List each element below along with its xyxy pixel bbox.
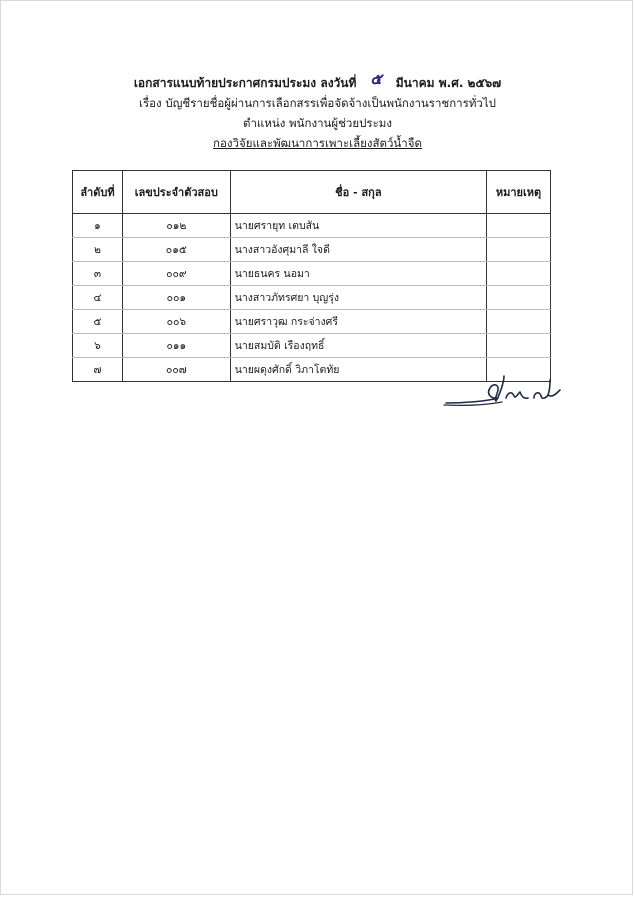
table-row [73, 310, 551, 334]
header-name: ชื่อ - สกุล [230, 171, 486, 214]
handwritten-day: ๕ [370, 70, 382, 88]
cell-name: นายผดุงศักดิ์ วิภาโตทัย [230, 358, 486, 382]
cell-exam-id: ๐๐๖ [122, 310, 230, 334]
cell-name: นายศรายุท เตบสัน [230, 214, 486, 238]
header-division-line [0, 133, 635, 153]
cell-name: นายธนคร นอมา [230, 262, 486, 286]
cell-exam-id: ๐๑๕ [122, 238, 230, 262]
header-title-suffix: มีนาคม พ.ศ. ๒๕๖๗ [395, 76, 502, 90]
header-title-prefix: เอกสารแนบท้ายประกาศกรมประมง ลงวันที่ [133, 76, 357, 90]
header-division: กองวิจัยและพัฒนาการเพาะเลี้ยงสัตว์น้ำจืด [213, 136, 422, 150]
cell-remark [487, 214, 551, 238]
header-order: ลำดับที่ [73, 171, 123, 214]
cell-name: นางสาวอังศุมาลี ใจดี [230, 238, 486, 262]
cell-name: นายศราวุฒ กระจ่างศรี [230, 310, 486, 334]
signature-stroke [446, 376, 560, 403]
cell-remark [487, 334, 551, 358]
cell-name: นายสมบัติ เรืองฤทธิ์ [230, 334, 486, 358]
cell-order: ๒ [73, 238, 123, 262]
header-title-line [0, 72, 635, 93]
table-row [73, 334, 551, 358]
candidate-table [72, 170, 551, 382]
document-header [0, 72, 635, 153]
cell-exam-id: ๐๐๙ [122, 262, 230, 286]
signature [436, 372, 566, 412]
cell-remark [487, 286, 551, 310]
cell-order: ๑ [73, 214, 123, 238]
table-row [73, 286, 551, 310]
table-header-row [73, 171, 551, 214]
cell-order: ๕ [73, 310, 123, 334]
cell-order: ๓ [73, 262, 123, 286]
header-subject: เรื่อง บัญชีรายชื่อผู้ผ่านการเลือกสรรเพื่อจัดจ้างเป็นพนักงานราชการทั่วไป [139, 96, 496, 110]
header-exam-id: เลขประจำตัวสอบ [122, 171, 230, 214]
cell-name: นางสาวภัทรศยา บุญรุ่ง [230, 286, 486, 310]
cell-exam-id: ๐๑๒ [122, 214, 230, 238]
cell-remark [487, 310, 551, 334]
cell-remark [487, 262, 551, 286]
cell-order: ๖ [73, 334, 123, 358]
table-row [73, 238, 551, 262]
header-remark: หมายเหตุ [487, 171, 551, 214]
cell-exam-id: ๐๐๗ [122, 358, 230, 382]
cell-remark [487, 238, 551, 262]
table-row [73, 214, 551, 238]
cell-exam-id: ๐๐๑ [122, 286, 230, 310]
cell-order: ๗ [73, 358, 123, 382]
header-position: ตำแหน่ง พนักงานผู้ช่วยประมง [243, 116, 392, 130]
cell-exam-id: ๐๑๑ [122, 334, 230, 358]
cell-order: ๔ [73, 286, 123, 310]
table-row [73, 262, 551, 286]
